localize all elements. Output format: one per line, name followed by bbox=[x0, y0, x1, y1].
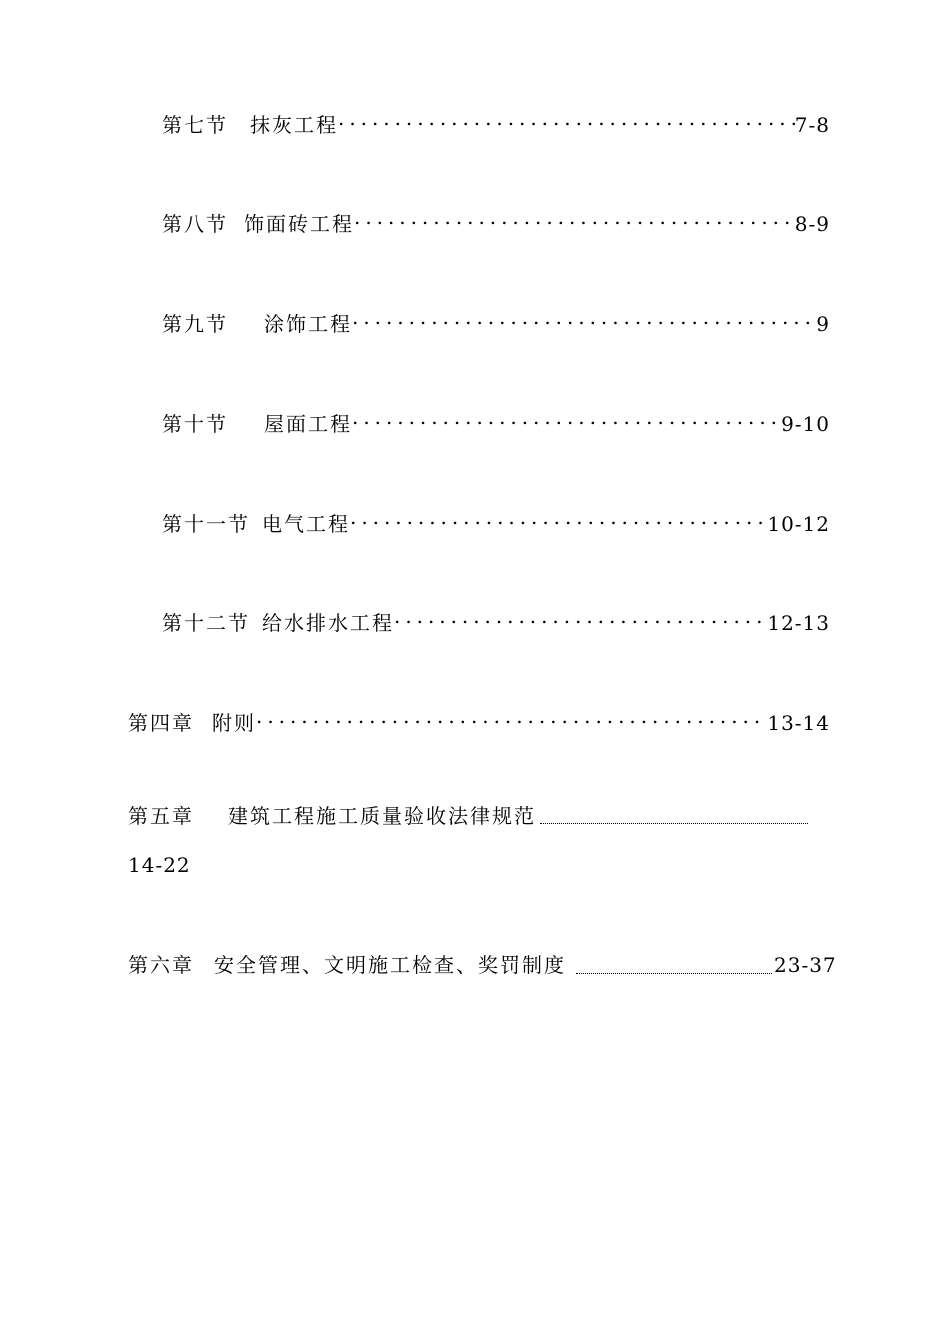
chapter-title: 建筑工程施工质量验收法律规范 bbox=[228, 804, 536, 828]
dot-leader bbox=[352, 303, 816, 331]
dotted-leader-rule bbox=[576, 973, 772, 974]
dotted-leader-rule bbox=[540, 823, 808, 824]
page-range: 9-10 bbox=[781, 412, 830, 436]
section-number: 第十二节 bbox=[162, 611, 250, 635]
dot-leader bbox=[350, 503, 767, 531]
toc-entry-section-11[interactable] bbox=[162, 503, 830, 536]
section-title: 涂饰工程 bbox=[264, 312, 352, 336]
section-number: 第七节 bbox=[162, 113, 228, 137]
toc-entry-chapter-5[interactable] bbox=[128, 802, 548, 830]
dot-leader bbox=[338, 104, 795, 132]
chapter-6-page-range: 23-37 bbox=[774, 953, 837, 977]
chapter-5-page-range: 14-22 bbox=[128, 853, 191, 877]
page-range: 12-13 bbox=[767, 611, 830, 635]
dot-leader bbox=[256, 702, 767, 730]
chapter-title: 安全管理、文明施工检查、奖罚制度 bbox=[214, 953, 566, 977]
chapter-number: 第五章 bbox=[128, 804, 194, 828]
toc-entry-section-7[interactable] bbox=[162, 104, 830, 137]
section-title: 屋面工程 bbox=[264, 412, 352, 436]
section-title: 饰面砖工程 bbox=[244, 212, 354, 236]
page-range: 10-12 bbox=[767, 512, 830, 536]
toc-entry-chapter-6[interactable] bbox=[128, 951, 588, 979]
section-title: 电气工程 bbox=[262, 512, 350, 536]
section-number: 第十一节 bbox=[162, 512, 250, 536]
toc-entry-section-9[interactable] bbox=[162, 303, 830, 336]
section-title: 抹灰工程 bbox=[250, 113, 338, 137]
dot-leader bbox=[352, 403, 781, 431]
section-title: 给水排水工程 bbox=[262, 611, 394, 635]
section-number: 第十节 bbox=[162, 412, 228, 436]
chapter-title: 附则 bbox=[212, 711, 256, 735]
section-number: 第八节 bbox=[162, 212, 228, 236]
toc-entry-chapter-4[interactable] bbox=[128, 702, 830, 735]
dot-leader bbox=[354, 203, 795, 231]
dot-leader bbox=[394, 602, 767, 630]
page-range: 9 bbox=[816, 312, 830, 336]
toc-entry-section-10[interactable] bbox=[162, 403, 830, 436]
toc-entry-section-12[interactable] bbox=[162, 602, 830, 635]
page-range: 7-8 bbox=[794, 113, 830, 137]
section-number: 第九节 bbox=[162, 312, 228, 336]
page-range: 8-9 bbox=[794, 212, 830, 236]
chapter-number: 第四章 bbox=[128, 711, 194, 735]
toc-entry-section-8[interactable] bbox=[162, 203, 830, 236]
page-range: 13-14 bbox=[767, 711, 830, 735]
chapter-number: 第六章 bbox=[128, 953, 194, 977]
